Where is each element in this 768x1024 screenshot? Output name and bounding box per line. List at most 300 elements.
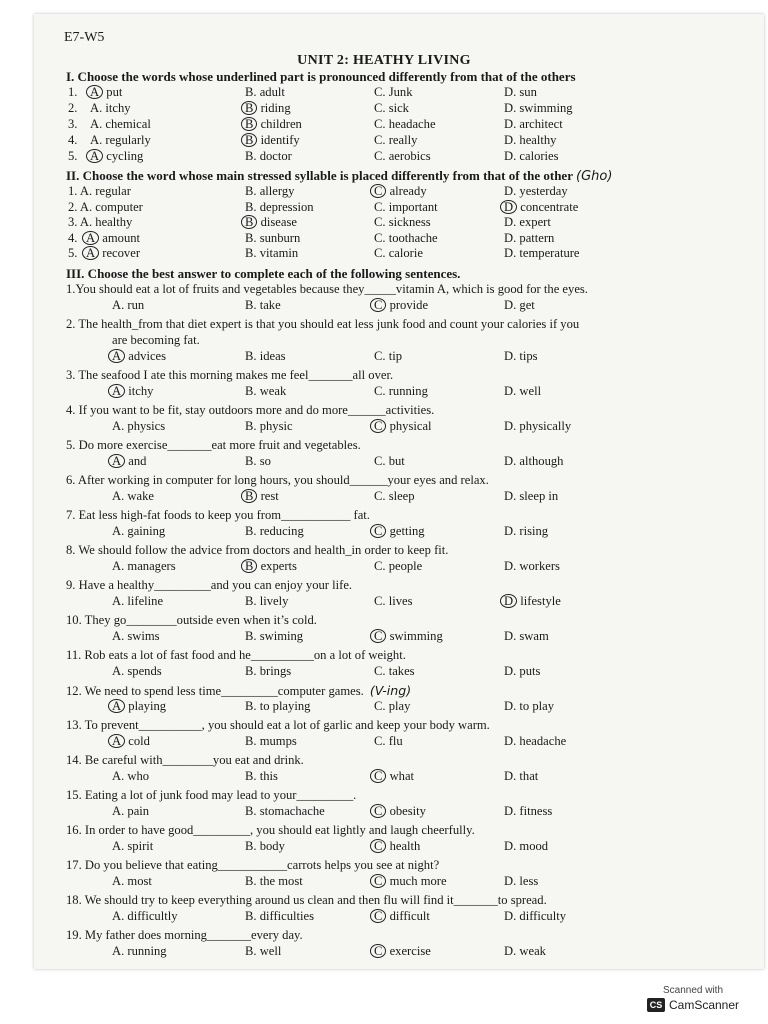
camscanner-brand bbox=[638, 998, 748, 1012]
part1-row-2-option-a-text: A. itchy bbox=[90, 101, 131, 115]
question-17-option-d-text: D. less bbox=[504, 874, 539, 888]
question-19-option-c bbox=[374, 944, 431, 959]
question-14-option-c-answer-text: what bbox=[389, 769, 415, 783]
question-7-option-c bbox=[374, 524, 425, 539]
part1-row-3-option-c bbox=[374, 117, 436, 132]
answer-circle: A bbox=[108, 454, 125, 468]
question-7-option-a bbox=[112, 524, 165, 539]
question-10-stem: 10. They go________outside even when it’s cold. bbox=[66, 613, 317, 627]
question-8-option-a-text: A. managers bbox=[112, 559, 176, 573]
question-4-option-c bbox=[374, 419, 432, 434]
question-16-text bbox=[66, 823, 475, 838]
answer-circle: C bbox=[370, 769, 386, 783]
part2-row-2-option-d-answer-text: concentrate bbox=[520, 199, 579, 214]
part1-row-2-option-b-answer bbox=[245, 101, 291, 115]
question-7-option-d bbox=[504, 524, 548, 539]
part1-row-5-option-a bbox=[90, 149, 143, 164]
part1-row-2-option-d bbox=[504, 101, 573, 116]
question-19-option-a bbox=[112, 944, 167, 959]
answer-circle: C bbox=[370, 874, 386, 888]
part2-row-4-c bbox=[374, 231, 438, 246]
question-10-option-a-text: A. swims bbox=[112, 629, 160, 643]
question-2-option-a-answer-text: advices bbox=[128, 349, 167, 363]
part1-row-4-option-c bbox=[374, 133, 417, 148]
question-1-option-a bbox=[112, 298, 144, 313]
question-17-option-a-text: A. most bbox=[112, 874, 152, 888]
question-4-option-a bbox=[112, 419, 165, 434]
question-6-option-a-text: A. wake bbox=[112, 489, 154, 503]
question-18-option-d-text: D. difficulty bbox=[504, 909, 567, 923]
question-3-stem: 3. The seafood I ate this morning makes me feel_______all over. bbox=[66, 368, 394, 382]
question-1-option-a-text: A. run bbox=[112, 298, 145, 312]
question-12-option-b bbox=[245, 699, 310, 714]
question-18-option-b bbox=[245, 909, 314, 924]
question-7-option-c-answer bbox=[374, 524, 425, 538]
part2-row-4-c-text: C. toothache bbox=[374, 230, 438, 245]
part2-row-4-d bbox=[504, 231, 554, 246]
part1-row-2-option-a bbox=[90, 101, 131, 116]
part2-row-4-option-a-answer bbox=[86, 231, 140, 245]
question-7-option-b bbox=[245, 524, 304, 539]
part2-row-2-b-text: B. depression bbox=[245, 199, 314, 214]
question-14-option-b bbox=[245, 769, 278, 784]
part1-row-1-option-c-text: C. Junk bbox=[374, 85, 413, 99]
question-2-option-d bbox=[504, 349, 538, 364]
part1-row-number: 5. bbox=[68, 149, 78, 163]
part2-row-2-c-text: C. important bbox=[374, 199, 438, 214]
question-4-option-b bbox=[245, 419, 293, 434]
question-8-option-b bbox=[245, 559, 297, 574]
question-2-stem: 2. The health_from that diet expert is that you should eat less junk food and count your calories if you bbox=[66, 317, 580, 331]
part1-row-4-option-b bbox=[245, 133, 300, 148]
question-10-option-d-text: D. swam bbox=[504, 629, 549, 643]
question-8-option-a bbox=[112, 559, 176, 574]
question-4-text bbox=[66, 403, 434, 418]
question-9-option-a bbox=[112, 594, 163, 609]
question-14-option-b-text: B. this bbox=[245, 769, 278, 783]
question-5-option-a bbox=[112, 454, 146, 469]
question-3-option-a-answer-text: itchy bbox=[128, 384, 154, 398]
part1-row-4-option-b-answer-text: identify bbox=[260, 133, 300, 147]
part2-row-3-n bbox=[68, 215, 132, 230]
question-8-text bbox=[66, 543, 448, 558]
part1-row-5-option-c-text: C. aerobics bbox=[374, 149, 431, 163]
part1-row-5-option-c bbox=[374, 149, 431, 164]
part1-row-2-option-b-answer-text: riding bbox=[260, 101, 291, 115]
question-3-option-b bbox=[245, 384, 286, 399]
question-4-option-c-answer bbox=[374, 419, 432, 433]
question-12-handwritten-note: (V-ing) bbox=[369, 683, 412, 698]
part2-row-3-n-text: 3. A. healthy bbox=[68, 215, 133, 229]
question-11-option-a-text: A. spends bbox=[112, 664, 162, 678]
part2-row-5-option-a-answer bbox=[86, 246, 140, 260]
question-15-option-a-text: A. pain bbox=[112, 804, 150, 818]
part2-row-3-option-b-answer-text: disease bbox=[260, 215, 297, 229]
part2-row-5-n bbox=[68, 246, 77, 261]
part1-row-5-option-d bbox=[504, 149, 559, 164]
question-13-option-b-text: B. mumps bbox=[245, 734, 297, 748]
question-5-option-c-text: C. but bbox=[374, 454, 405, 468]
part2-row-4-n bbox=[68, 231, 77, 246]
question-2-option-b bbox=[245, 349, 286, 364]
part1-row-5-option-d-text: D. calories bbox=[504, 149, 559, 163]
question-13-option-d bbox=[504, 734, 566, 749]
question-10-option-b-text: B. swiming bbox=[245, 629, 304, 643]
answer-circle: A bbox=[86, 85, 103, 99]
question-3-option-c-text: C. running bbox=[374, 384, 428, 398]
question-9-option-d-answer-text: lifestyle bbox=[520, 594, 561, 608]
part1-row-1-option-c bbox=[374, 85, 413, 100]
answer-circle: A bbox=[82, 231, 99, 245]
question-16-option-d bbox=[504, 839, 548, 854]
question-12-option-a-answer-text: playing bbox=[128, 699, 167, 713]
part2-row-2-b bbox=[245, 200, 314, 215]
part1-row-number: 2. bbox=[68, 101, 78, 115]
question-3-option-d-text: D. well bbox=[504, 384, 542, 398]
part2-row-4-b-text: B. sunburn bbox=[245, 230, 301, 245]
question-2-option-c-text: C. tip bbox=[374, 349, 402, 363]
question-19-option-c-answer-text: exercise bbox=[389, 944, 431, 958]
part2-row-4-n-text: 4. bbox=[68, 230, 78, 245]
question-18-option-c-answer bbox=[374, 909, 430, 923]
question-7-text bbox=[66, 508, 370, 523]
part2-row-5-c-text: C. calorie bbox=[374, 246, 423, 260]
part2-row-5-b-text: B. vitamin bbox=[245, 246, 299, 260]
part1-row-4-option-a-text: A. regularly bbox=[90, 133, 151, 147]
part1-row-3-option-a bbox=[90, 117, 151, 132]
question-17-option-b-text: B. the most bbox=[245, 874, 303, 888]
question-15-stem: 15. Eating a lot of junk food may lead to your_________. bbox=[66, 788, 357, 802]
scanned-with-label: Scanned with bbox=[662, 985, 724, 996]
question-10-option-c-answer bbox=[374, 629, 443, 643]
question-14-option-c-answer bbox=[374, 769, 414, 783]
question-6-option-c bbox=[374, 489, 415, 504]
part1-row-1-option-d-text: D. sun bbox=[504, 85, 537, 99]
part2-row-1-b bbox=[245, 184, 294, 199]
question-13-option-c-text: C. flu bbox=[374, 734, 403, 748]
unit-title: UNIT 2: HEATHY LIVING bbox=[297, 53, 471, 68]
camscanner-watermark bbox=[638, 985, 748, 1012]
part1-row-4-option-d-text: D. healthy bbox=[504, 133, 557, 147]
part2-row-2-n-text: 2. A. computer bbox=[68, 199, 143, 214]
question-16-option-c-answer-text: health bbox=[389, 839, 421, 853]
part1-row-4-option-c-text: C. really bbox=[374, 133, 418, 147]
part2-row-3-b bbox=[245, 215, 297, 230]
part2-row-4-d-text: D. pattern bbox=[504, 230, 555, 245]
question-6-option-d-text: D. sleep in bbox=[504, 489, 559, 503]
question-14-stem: 14. Be careful with________you eat and drink. bbox=[66, 753, 304, 767]
part2-row-5-b bbox=[245, 246, 298, 261]
question-9-option-d-answer bbox=[504, 594, 561, 608]
question-3-option-b-text: B. weak bbox=[245, 384, 287, 398]
question-17-option-c-answer-text: much more bbox=[389, 874, 447, 888]
question-7-option-c-answer-text: getting bbox=[389, 524, 425, 538]
part1-row-2-option-d-text: D. swimming bbox=[504, 101, 573, 115]
answer-circle: C bbox=[370, 184, 386, 198]
question-9-option-d bbox=[504, 594, 561, 609]
question-12-option-a-answer bbox=[112, 699, 166, 713]
question-2-option-a-answer bbox=[112, 349, 166, 363]
answer-circle: A bbox=[86, 149, 103, 163]
part1-row-3-option-c-text: C. headache bbox=[374, 117, 436, 131]
part2-row-5-c bbox=[374, 246, 423, 261]
part1-row-3-option-b-answer-text: children bbox=[260, 117, 302, 131]
question-15-option-a bbox=[112, 804, 149, 819]
question-13-stem: 13. To prevent__________, you should eat a lot of garlic and keep your body warm. bbox=[66, 718, 490, 732]
part1-row-number: 3. bbox=[68, 117, 78, 131]
question-8-option-c-text: C. people bbox=[374, 559, 423, 573]
question-8-option-b-answer-text: experts bbox=[260, 559, 297, 573]
question-6-option-b bbox=[245, 489, 279, 504]
answer-circle: A bbox=[108, 349, 125, 363]
part2-row-1-d-text: D. yesterday bbox=[504, 184, 568, 198]
question-16-stem: 16. In order to have good_________, you should eat lightly and laugh cheerfully. bbox=[66, 823, 475, 837]
question-15-text bbox=[66, 788, 356, 803]
question-12-option-c-text: C. play bbox=[374, 699, 411, 713]
answer-circle: A bbox=[108, 699, 125, 713]
answer-circle: B bbox=[241, 489, 257, 503]
answer-circle: A bbox=[108, 384, 125, 398]
part2-row-1-d bbox=[504, 184, 568, 199]
question-14-option-d-text: D. that bbox=[504, 769, 539, 783]
question-9-option-b bbox=[245, 594, 288, 609]
answer-circle: B bbox=[241, 117, 257, 131]
question-11-stem: 11. Rob eats a lot of fast food and he__________on a lot of weight. bbox=[66, 648, 406, 662]
question-15-option-b-text: B. stomachache bbox=[245, 804, 325, 818]
question-7-option-b-text: B. reducing bbox=[245, 524, 304, 538]
question-1-option-c-answer-text: provide bbox=[389, 298, 429, 312]
part1-row-1-option-a bbox=[90, 85, 122, 100]
part2-row-1-c bbox=[374, 184, 427, 199]
question-15-option-d-text: D. fitness bbox=[504, 804, 553, 818]
part2-row-1-n bbox=[68, 184, 131, 199]
question-1-option-c-answer bbox=[374, 298, 428, 312]
question-15-option-c-answer-text: obesity bbox=[389, 804, 426, 818]
part1-row-2-option-b bbox=[245, 101, 291, 116]
question-19-option-a-text: A. running bbox=[112, 944, 167, 958]
question-15-option-c-answer bbox=[374, 804, 426, 818]
question-8-option-d bbox=[504, 559, 560, 574]
question-19-option-c-answer bbox=[374, 944, 431, 958]
question-6-text bbox=[66, 473, 489, 488]
question-4-option-a-text: A. physics bbox=[112, 419, 166, 433]
question-6-option-a bbox=[112, 489, 154, 504]
question-10-option-b bbox=[245, 629, 303, 644]
question-8-option-c bbox=[374, 559, 422, 574]
part2-row-5-option-a-answer-text: recover bbox=[102, 246, 141, 260]
question-8-option-b-answer bbox=[245, 559, 297, 573]
question-11-option-c bbox=[374, 664, 415, 679]
question-18-text bbox=[66, 893, 547, 908]
question-5-option-c bbox=[374, 454, 405, 469]
question-16-option-c bbox=[374, 839, 420, 854]
question-6-stem: 6. After working in computer for long hours, you should______your eyes and relax. bbox=[66, 473, 489, 487]
question-6-option-b-answer bbox=[245, 489, 279, 503]
question-12-stem: 12. We need to spend less time_________computer games. bbox=[66, 684, 364, 698]
question-5-option-d-text: D. although bbox=[504, 454, 564, 468]
part2-row-3-c-text: C. sickness bbox=[374, 215, 431, 229]
worksheet-code: E7-W5 bbox=[64, 30, 105, 45]
question-5-option-d bbox=[504, 454, 563, 469]
question-2-stem-cont: are becoming fat. bbox=[112, 333, 200, 347]
question-3-option-a-answer bbox=[112, 384, 153, 398]
answer-circle: B bbox=[241, 101, 257, 115]
question-8-stem: 8. We should follow the advice from doctors and health_in order to keep fit. bbox=[66, 543, 449, 557]
question-4-option-b-text: B. physic bbox=[245, 419, 293, 433]
part1-row-1-option-a-answer bbox=[90, 85, 122, 99]
question-14-option-d bbox=[504, 769, 538, 784]
question-17-stem: 17. Do you believe that eating___________carrots helps you see at night? bbox=[66, 858, 440, 872]
part2-row-3-d bbox=[504, 215, 551, 230]
part1-row-4-option-d bbox=[504, 133, 556, 148]
question-10-option-a bbox=[112, 629, 160, 644]
part2-row-5-d-text: D. temperature bbox=[504, 246, 580, 260]
question-5-option-a-answer-text: and bbox=[128, 454, 147, 468]
question-18-option-d bbox=[504, 909, 566, 924]
question-6-option-b-answer-text: rest bbox=[260, 489, 279, 503]
question-17-option-d bbox=[504, 874, 538, 889]
question-1-option-d-text: D. get bbox=[504, 298, 535, 312]
part2-row-2-n bbox=[68, 200, 143, 215]
question-11-option-a bbox=[112, 664, 162, 679]
part2-row-2-c bbox=[374, 200, 438, 215]
answer-circle: C bbox=[370, 944, 386, 958]
question-17-option-c bbox=[374, 874, 447, 889]
question-6-option-d bbox=[504, 489, 558, 504]
question-16-option-b-text: B. body bbox=[245, 839, 285, 853]
question-10-option-c-answer-text: swimming bbox=[389, 629, 443, 643]
question-12-option-d-text: D. to play bbox=[504, 699, 555, 713]
question-5-stem: 5. Do more exercise_______eat more fruit and vegetables. bbox=[66, 438, 361, 452]
part1-row-1-option-b-text: B. adult bbox=[245, 85, 285, 99]
part1-row-2-option-c bbox=[374, 101, 409, 116]
part2-row-1-option-c-answer-text: already bbox=[389, 184, 427, 198]
question-9-option-a-text: A. lifeline bbox=[112, 594, 164, 608]
question-8-option-d-text: D. workers bbox=[504, 559, 560, 573]
question-1-option-b bbox=[245, 298, 281, 313]
answer-circle: A bbox=[108, 734, 125, 748]
part1-row-2-option-c-text: C. sick bbox=[374, 101, 409, 115]
part3-heading: III. Choose the best answer to complete each of the following sentences. bbox=[66, 266, 461, 281]
part2-row-3-option-b-answer bbox=[245, 215, 297, 229]
answer-circle: C bbox=[370, 839, 386, 853]
part1-row-number: 1. bbox=[68, 85, 78, 99]
part2-row-5-a bbox=[86, 246, 140, 261]
camscanner-logo-icon: CS bbox=[647, 998, 665, 1012]
question-12-option-d bbox=[504, 699, 554, 714]
part1-row-4-option-a bbox=[90, 133, 151, 148]
question-5-text bbox=[66, 438, 361, 453]
answer-circle: C bbox=[370, 298, 386, 312]
question-13-option-d-text: D. headache bbox=[504, 734, 567, 748]
question-2-text bbox=[66, 317, 579, 332]
question-4-option-c-answer-text: physical bbox=[389, 419, 432, 433]
question-17-option-a bbox=[112, 874, 152, 889]
question-12-option-a bbox=[112, 699, 166, 714]
question-5-option-a-answer bbox=[112, 454, 146, 468]
part2-heading: II. Choose the word whose main stressed syllable is placed differently from that of the other (Gho) bbox=[66, 168, 613, 184]
question-12-option-b-text: B. to playing bbox=[245, 699, 311, 713]
question-9-text bbox=[66, 578, 352, 593]
question-13-text bbox=[66, 718, 490, 733]
question-14-option-a-text: A. who bbox=[112, 769, 150, 783]
question-9-option-c bbox=[374, 594, 412, 609]
answer-circle: C bbox=[370, 804, 386, 818]
part1-row-3-option-a-text: A. chemical bbox=[90, 117, 151, 131]
answer-circle: C bbox=[370, 419, 386, 433]
part2-row-3-d-text: D. expert bbox=[504, 215, 551, 229]
question-10-text bbox=[66, 613, 317, 628]
question-18-option-c-answer-text: difficult bbox=[389, 909, 430, 923]
question-1-text bbox=[66, 282, 588, 297]
question-18-option-a bbox=[112, 909, 178, 924]
question-19-option-b bbox=[245, 944, 281, 959]
part2-row-3-c bbox=[374, 215, 431, 230]
question-2-option-b-text: B. ideas bbox=[245, 349, 286, 363]
question-16-option-a-text: A. spirit bbox=[112, 839, 154, 853]
question-17-option-b bbox=[245, 874, 303, 889]
question-9-stem: 9. Have a healthy_________and you can enjoy your life. bbox=[66, 578, 353, 592]
answer-circle: B bbox=[241, 559, 257, 573]
question-15-option-c bbox=[374, 804, 426, 819]
question-11-text bbox=[66, 648, 406, 663]
question-13-option-a bbox=[112, 734, 150, 749]
answer-circle: C bbox=[370, 629, 386, 643]
question-14-option-a bbox=[112, 769, 149, 784]
question-15-option-b bbox=[245, 804, 325, 819]
part1-row-1-option-a-answer-text: put bbox=[106, 85, 123, 99]
question-5-option-b bbox=[245, 454, 271, 469]
handwritten-note: (Gho) bbox=[576, 169, 613, 184]
question-19-text bbox=[66, 928, 303, 943]
question-9-option-b-text: B. lively bbox=[245, 594, 289, 608]
part2-row-4-b bbox=[245, 231, 300, 246]
question-1-option-c bbox=[374, 298, 428, 313]
part1-row-1-option-d bbox=[504, 85, 537, 100]
question-18-option-a-text: A. difficultly bbox=[112, 909, 178, 923]
question-7-option-a-text: A. gaining bbox=[112, 524, 166, 538]
question-13-option-a-answer-text: cold bbox=[128, 734, 150, 748]
question-16-option-c-answer bbox=[374, 839, 420, 853]
question-19-stem: 19. My father does morning_______every day. bbox=[66, 928, 303, 942]
part1-row-4-option-b-answer bbox=[245, 133, 300, 147]
question-12-option-c bbox=[374, 699, 410, 714]
question-14-text bbox=[66, 753, 304, 768]
question-19-option-b-text: B. well bbox=[245, 944, 282, 958]
question-13-option-c bbox=[374, 734, 403, 749]
question-7-option-d-text: D. rising bbox=[504, 524, 549, 538]
part1-heading: I. Choose the words whose underlined part is pronounced differently from that of the others bbox=[66, 69, 576, 84]
part1-row-5-option-b bbox=[245, 149, 292, 164]
question-5-option-b-text: B. so bbox=[245, 454, 271, 468]
part2-row-1-n-text: 1. A. regular bbox=[68, 184, 131, 198]
part1-row-3-option-d bbox=[504, 117, 563, 132]
part2-row-4-option-a-answer-text: amount bbox=[102, 230, 141, 245]
question-1-option-d bbox=[504, 298, 535, 313]
answer-circle: C bbox=[370, 524, 386, 538]
question-4-option-d-text: D. physically bbox=[504, 419, 572, 433]
part1-row-1-option-b bbox=[245, 85, 285, 100]
question-1-option-b-text: B. take bbox=[245, 298, 281, 312]
part2-row-1-b-text: B. allergy bbox=[245, 184, 295, 198]
part1-row-3-option-b-answer bbox=[245, 117, 302, 131]
answer-circle: D bbox=[500, 200, 517, 214]
part2-row-5-d bbox=[504, 246, 580, 261]
question-3-text bbox=[66, 368, 393, 383]
question-18-option-c bbox=[374, 909, 430, 924]
part1-row-5-option-a-answer bbox=[90, 149, 143, 163]
question-11-option-d-text: D. puts bbox=[504, 664, 541, 678]
